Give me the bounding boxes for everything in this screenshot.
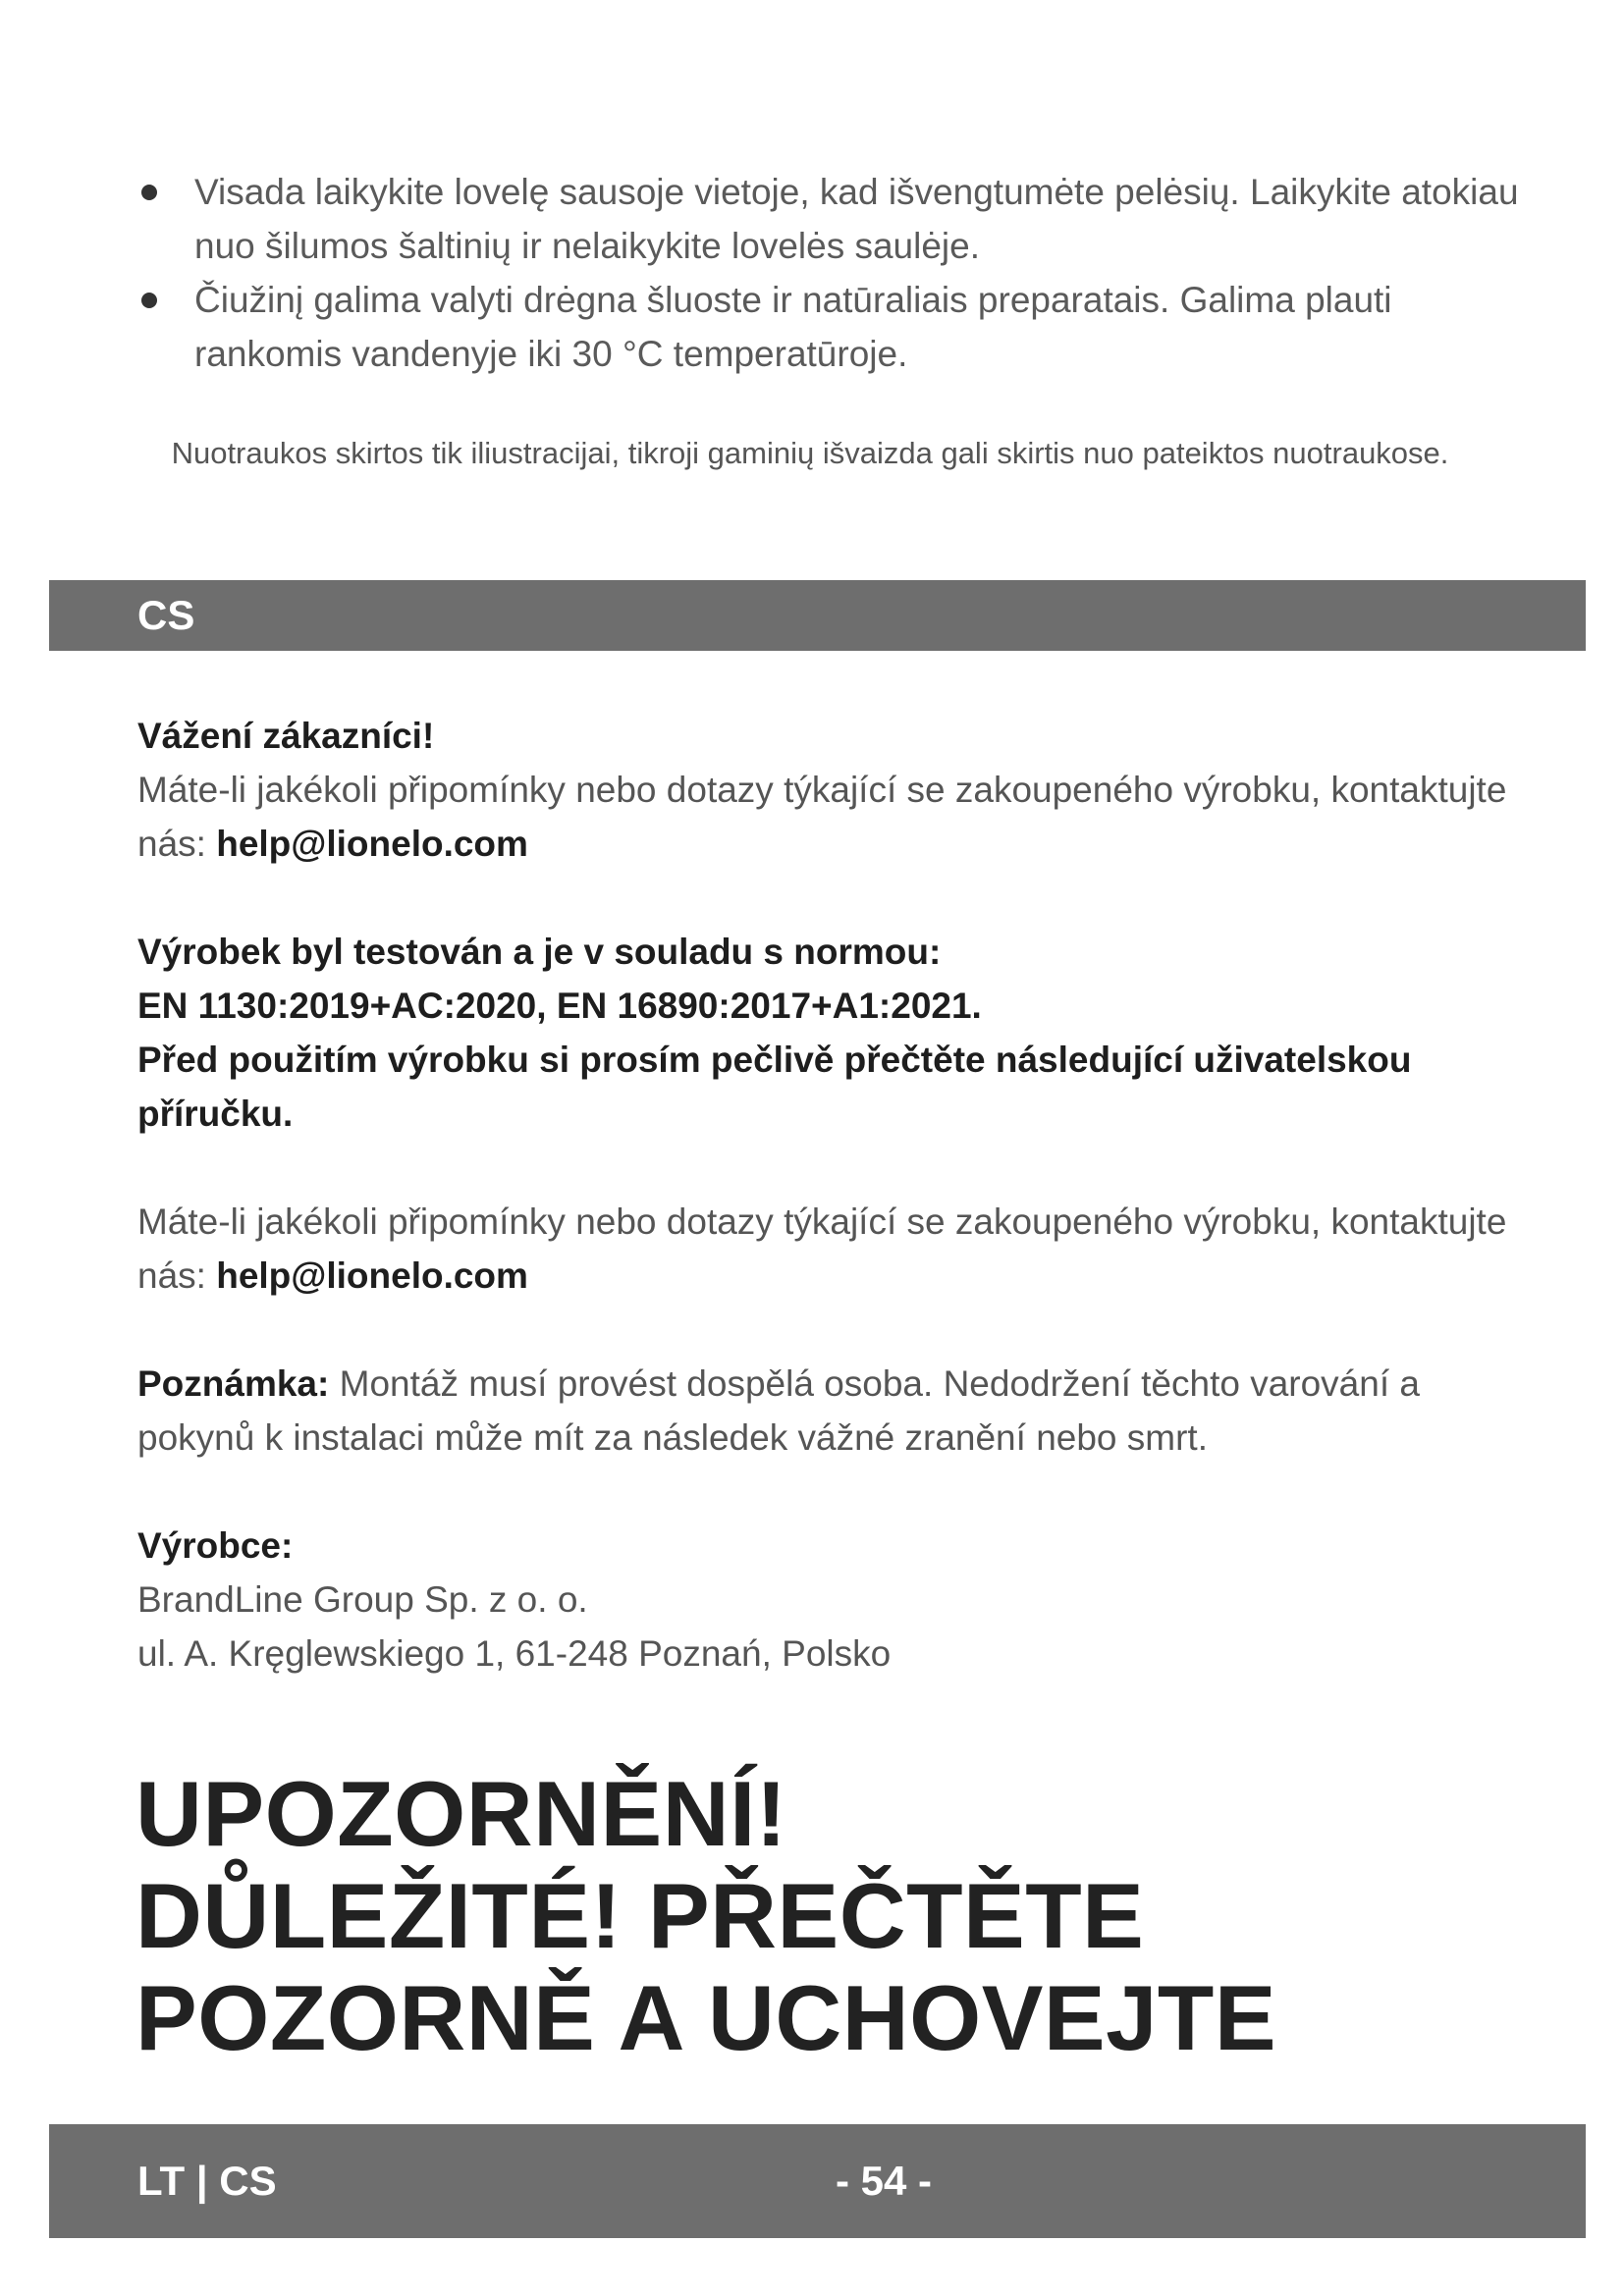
note-label: Poznámka:: [137, 1363, 330, 1404]
warning-line: POZORNĚ A UCHOVEJTE: [135, 1966, 1277, 2069]
section-label: CS: [137, 592, 195, 638]
bullet-text: Visada laikykite lovelę sausoje vietoje, kad išvengtumėte pelėsių. Laikykite atokiau nuo šilumos šaltinių ir nelaikykite lovelės saulėje.: [194, 172, 1519, 266]
contact-paragraph: [137, 763, 1542, 871]
manufacturer-address: ul. A. Kręglewskiego 1, 61-248 Poznań, Polsko: [137, 1633, 892, 1674]
note-text: Montáž musí provést dospělá osoba. Nedodržení těchto varování a pokynů k instalaci může mít za následek vážné zranění nebo smrt.: [137, 1363, 1420, 1458]
greeting: Vážení zákazníci!: [137, 716, 435, 756]
bullet-item: [137, 165, 1522, 273]
lt-care-instructions: [137, 165, 1522, 381]
bullet-icon: [141, 293, 157, 308]
manufacturer-name: BrandLine Group Sp. z o. o.: [137, 1579, 588, 1620]
contact-email[interactable]: help@lionelo.com: [216, 1255, 528, 1296]
footer-bar: [49, 2124, 1586, 2238]
standards: EN 1130:2019+AC:2020, EN 16890:2017+A1:2021.: [137, 986, 982, 1026]
warning-line: DŮLEŽITÉ! PŘEČTĚTE: [135, 1864, 1145, 1967]
tested-heading: Výrobek byl testován a je v souladu s normou:: [137, 932, 942, 972]
cs-content: [137, 709, 1542, 1681]
contact-text: Máte-li jakékoli připomínky nebo dotazy týkající se zakoupeného výrobku, kontaktujte nás:: [137, 1201, 1507, 1296]
illustration-disclaimer: Nuotraukos skirtos tik iliustracijai, tikroji gaminių išvaizda gali skirtis nuo pateiktos nuotraukose.: [171, 436, 1449, 470]
note-paragraph: [137, 1357, 1542, 1465]
footer-languages: LT | CS: [137, 2158, 277, 2204]
bullet-icon: [141, 185, 157, 200]
warning-heading: [135, 1763, 1549, 2069]
contact-email[interactable]: help@lionelo.com: [216, 824, 528, 864]
spacer: [137, 1465, 1542, 1519]
bullet-text: Čiužinį galima valyti drėgna šluoste ir natūraliais preparatais. Galima plauti rankomis vandenyje iki 30 °C temperatūroje.: [194, 280, 1392, 374]
spacer: [137, 871, 1542, 925]
contact-paragraph: [137, 1195, 1542, 1303]
read-manual-notice: Před použitím výrobku si prosím pečlivě přečtěte následující uživatelskou příručku.: [137, 1040, 1412, 1134]
section-header-bar: [49, 580, 1586, 651]
contact-text: Máte-li jakékoli připomínky nebo dotazy týkající se zakoupeného výrobku, kontaktujte nás:: [137, 770, 1507, 864]
spacer: [137, 1141, 1542, 1195]
spacer: [137, 1303, 1542, 1357]
page-number: - 54 -: [835, 2158, 933, 2204]
warning-line: UPOZORNĚNÍ!: [135, 1762, 787, 1865]
manufacturer-label: Výrobce:: [137, 1525, 294, 1566]
bullet-item: [137, 273, 1522, 381]
